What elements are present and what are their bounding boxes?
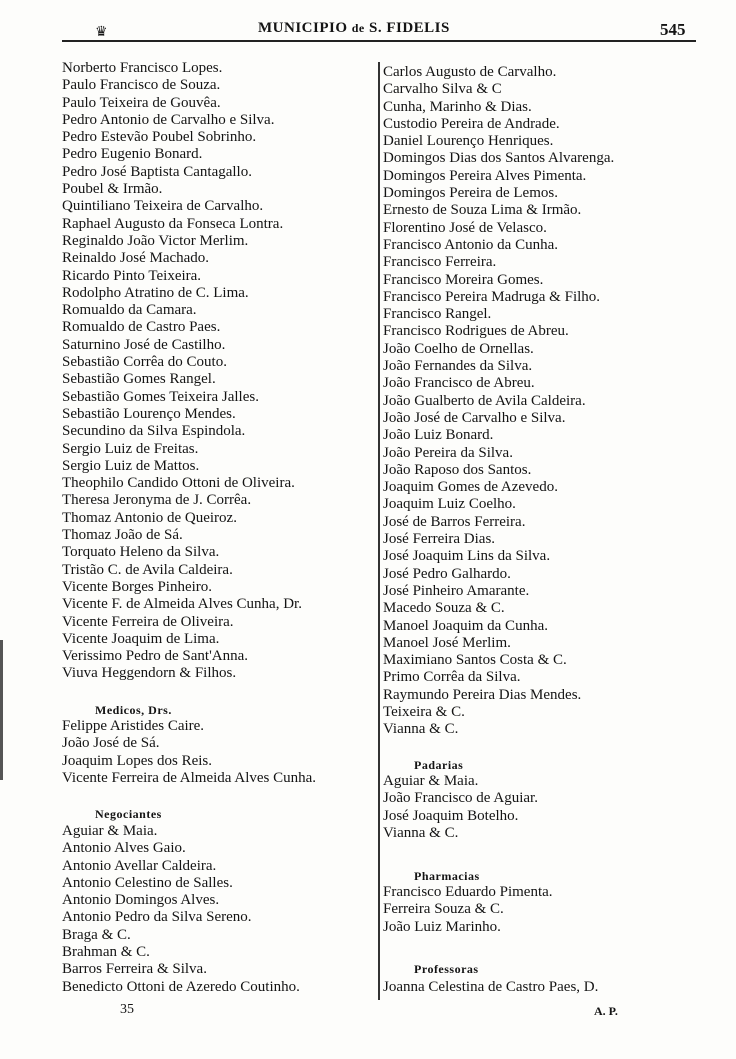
directory-entry: Paulo Francisco de Souza. bbox=[62, 77, 221, 94]
column-divider bbox=[378, 62, 380, 1000]
directory-entry: João Luiz Marinho. bbox=[383, 918, 501, 935]
directory-entry: Braga & C. bbox=[62, 926, 131, 943]
directory-entry: José Pedro Galhardo. bbox=[383, 565, 511, 582]
directory-entry: Brahman & C. bbox=[62, 944, 150, 961]
directory-entry: Francisco Eduardo Pimenta. bbox=[383, 884, 553, 900]
directory-entry: Ernesto de Souza Lima & Irmão. bbox=[383, 202, 582, 219]
directory-entry: José Joaquim Lins da Silva. bbox=[383, 548, 551, 565]
directory-entry: Francisco Ferreira. bbox=[383, 254, 497, 271]
directory-entry: Maximiano Santos Costa & C. bbox=[383, 652, 567, 669]
directory-entry: Joaquim Lopes dos Reis. bbox=[62, 752, 212, 769]
directory-entry: Aguiar & Maia. bbox=[383, 773, 479, 789]
header-municipio: MUNICIPIO bbox=[258, 20, 348, 36]
directory-entry: Carvalho Silva & C bbox=[383, 81, 502, 98]
signature-mark: 35 bbox=[120, 1002, 134, 1017]
directory-entry: Theresa Jeronyma de J. Corrêa. bbox=[62, 492, 252, 509]
directory-entry: Vicente Ferreira de Almeida Alves Cunha. bbox=[62, 769, 317, 786]
directory-entry: Vicente Borges Pinheiro. bbox=[62, 578, 213, 595]
directory-entry: Joaquim Luiz Coelho. bbox=[383, 496, 516, 513]
header-de: de bbox=[351, 21, 365, 35]
directory-entry: João Coelho de Ornellas. bbox=[383, 340, 534, 357]
directory-entry: Antonio Celestino de Salles. bbox=[62, 874, 233, 891]
directory-entry: Raymundo Pereira Dias Mendes. bbox=[383, 686, 582, 703]
directory-entry: João Francisco de Abreu. bbox=[383, 375, 535, 392]
directory-entry: Vianna & C. bbox=[383, 721, 459, 738]
directory-entry: Saturnino José de Castilho. bbox=[62, 336, 226, 353]
directory-entry: Domingos Pereira Alves Pimenta. bbox=[383, 167, 587, 184]
crown-ornament-icon: ♛ bbox=[95, 25, 108, 40]
directory-entry: Francisco Antonio da Cunha. bbox=[383, 236, 558, 253]
directory-entry: Secundino da Silva Espindola. bbox=[62, 423, 246, 440]
directory-entry: Norberto Francisco Lopes. bbox=[62, 60, 223, 76]
page-number: 545 bbox=[660, 20, 686, 39]
directory-entry: Ricardo Pinto Teixeira. bbox=[62, 267, 202, 284]
directory-entry: João José de Sá. bbox=[62, 735, 160, 752]
directory-entry: Manoel José Merlim. bbox=[383, 634, 511, 651]
directory-entry: Antonio Domingos Alves. bbox=[62, 892, 220, 909]
directory-entry: Florentino José de Velasco. bbox=[383, 219, 547, 236]
directory-entry: Torquato Heleno da Silva. bbox=[62, 544, 220, 561]
directory-entry: Felippe Aristides Caire. bbox=[62, 718, 205, 734]
directory-entry: Antonio Alves Gaio. bbox=[62, 840, 186, 857]
directory-entry: Reinaldo José Machado. bbox=[62, 250, 210, 267]
directory-entry: João Francisco de Aguiar. bbox=[383, 790, 538, 807]
directory-entry: Vicente F. de Almeida Alves Cunha, Dr. bbox=[62, 596, 302, 613]
directory-entry: Teixeira & C. bbox=[383, 703, 465, 720]
heading-padarias: Padarias bbox=[414, 758, 464, 772]
directory-entry: Sebastião Corrêa do Couto. bbox=[62, 354, 227, 371]
directory-entry: Daniel Lourenço Henriques. bbox=[383, 133, 554, 150]
directory-entry: Verissimo Pedro de Sant'Anna. bbox=[62, 648, 249, 665]
medicos-entries bbox=[62, 718, 376, 787]
directory-entry: João Gualberto de Avila Caldeira. bbox=[383, 392, 586, 409]
directory-entry: José Ferreira Dias. bbox=[383, 531, 496, 548]
directory-entry: Joanna Celestina de Castro Paes, D. bbox=[383, 979, 599, 995]
directory-entry: Domingos Dias dos Santos Alvarenga. bbox=[383, 150, 615, 167]
header-rule bbox=[62, 40, 696, 42]
directory-entry: Vicente Ferreira de Oliveira. bbox=[62, 613, 234, 630]
directory-entry: Carlos Augusto de Carvalho. bbox=[383, 64, 557, 80]
directory-entry: Raphael Augusto da Fonseca Lontra. bbox=[62, 215, 284, 232]
directory-entry: Sebastião Lourenço Mendes. bbox=[62, 405, 236, 422]
negociantes-entries bbox=[62, 823, 376, 996]
directory-entry: Sebastião Gomes Rangel. bbox=[62, 371, 216, 388]
professoras-entries bbox=[383, 979, 703, 996]
directory-entry: Tristão C. de Avila Caldeira. bbox=[62, 561, 233, 578]
directory-entry: João Luiz Bonard. bbox=[383, 427, 494, 444]
directory-entry: Pedro Estevão Poubel Sobrinho. bbox=[62, 129, 257, 146]
directory-entry: Sebastião Gomes Teixeira Jalles. bbox=[62, 388, 259, 405]
heading-medicos: Medicos, Drs. bbox=[95, 703, 172, 717]
directory-entry: Joaquim Gomes de Azevedo. bbox=[383, 479, 558, 496]
directory-entry: Poubel & Irmão. bbox=[62, 181, 163, 198]
directory-entry: João Pereira da Silva. bbox=[383, 444, 513, 461]
directory-entry: João José de Carvalho e Silva. bbox=[383, 409, 566, 426]
directory-entry: Viuva Heggendorn & Filhos. bbox=[62, 665, 237, 682]
directory-entry: Thomaz Antonio de Queiroz. bbox=[62, 509, 237, 526]
directory-entry: Romualdo da Camara. bbox=[62, 302, 197, 319]
directory-entry: Paulo Teixeira de Gouvêa. bbox=[62, 94, 221, 111]
scan-edge bbox=[0, 640, 3, 780]
pharmacias-entries bbox=[383, 884, 703, 936]
directory-entry: Custodio Pereira de Andrade. bbox=[383, 115, 560, 132]
directory-entry: Benedicto Ottoni de Azeredo Coutinho. bbox=[62, 978, 300, 995]
directory-entry: Romualdo de Castro Paes. bbox=[62, 319, 221, 336]
header-place: S. FIDELIS bbox=[369, 20, 450, 36]
directory-entry: Domingos Pereira de Lemos. bbox=[383, 185, 558, 202]
directory-entry: Macedo Souza & C. bbox=[383, 600, 505, 617]
directory-entry: Sergio Luiz de Freitas. bbox=[62, 440, 199, 457]
directory-entry: Manoel Joaquim da Cunha. bbox=[383, 617, 548, 634]
padarias-entries bbox=[383, 773, 703, 842]
directory-entry: Theophilo Candido Ottoni de Oliveira. bbox=[62, 475, 295, 492]
directory-entry: Reginaldo João Victor Merlim. bbox=[62, 232, 249, 249]
directory-entry: Quintiliano Teixeira de Carvalho. bbox=[62, 198, 264, 215]
directory-entry: Francisco Rangel. bbox=[383, 306, 492, 323]
left-entries bbox=[62, 60, 376, 683]
page-header-title bbox=[258, 20, 450, 37]
directory-entry: Sergio Luiz de Mattos. bbox=[62, 457, 200, 474]
directory-entry: Francisco Pereira Madruga & Filho. bbox=[383, 288, 601, 305]
heading-professoras: Professoras bbox=[414, 962, 479, 976]
directory-entry: Pedro Antonio de Carvalho e Silva. bbox=[62, 111, 275, 128]
directory-entry: Francisco Moreira Gomes. bbox=[383, 271, 544, 288]
directory-entry: Aguiar & Maia. bbox=[62, 823, 158, 839]
directory-entry: José de Barros Ferreira. bbox=[383, 513, 526, 530]
directory-entry: Ferreira Souza & C. bbox=[383, 901, 504, 918]
directory-entry: Primo Corrêa da Silva. bbox=[383, 669, 521, 686]
footer-mark: A. P. bbox=[594, 1004, 618, 1018]
directory-entry: João Fernandes da Silva. bbox=[383, 358, 533, 375]
right-entries bbox=[383, 64, 703, 739]
directory-entry: Barros Ferreira & Silva. bbox=[62, 961, 207, 978]
directory-entry: Pedro José Baptista Cantagallo. bbox=[62, 163, 252, 180]
directory-entry: Vianna & C. bbox=[383, 824, 459, 841]
directory-entry: Cunha, Marinho & Dias. bbox=[383, 98, 532, 115]
directory-entry: Rodolpho Atratino de C. Lima. bbox=[62, 284, 249, 301]
directory-entry: Thomaz João de Sá. bbox=[62, 527, 183, 544]
directory-entry: João Raposo dos Santos. bbox=[383, 461, 532, 478]
heading-pharmacias: Pharmacias bbox=[414, 869, 480, 883]
directory-entry: Antonio Avellar Caldeira. bbox=[62, 857, 217, 874]
directory-entry: José Pinheiro Amarante. bbox=[383, 582, 530, 599]
directory-entry: Pedro Eugenio Bonard. bbox=[62, 146, 203, 163]
directory-entry: Antonio Pedro da Silva Sereno. bbox=[62, 909, 252, 926]
directory-entry: José Joaquim Botelho. bbox=[383, 807, 519, 824]
directory-entry: Vicente Joaquim de Lima. bbox=[62, 630, 220, 647]
heading-negociantes: Negociantes bbox=[95, 807, 162, 821]
directory-entry: Francisco Rodrigues de Abreu. bbox=[383, 323, 569, 340]
